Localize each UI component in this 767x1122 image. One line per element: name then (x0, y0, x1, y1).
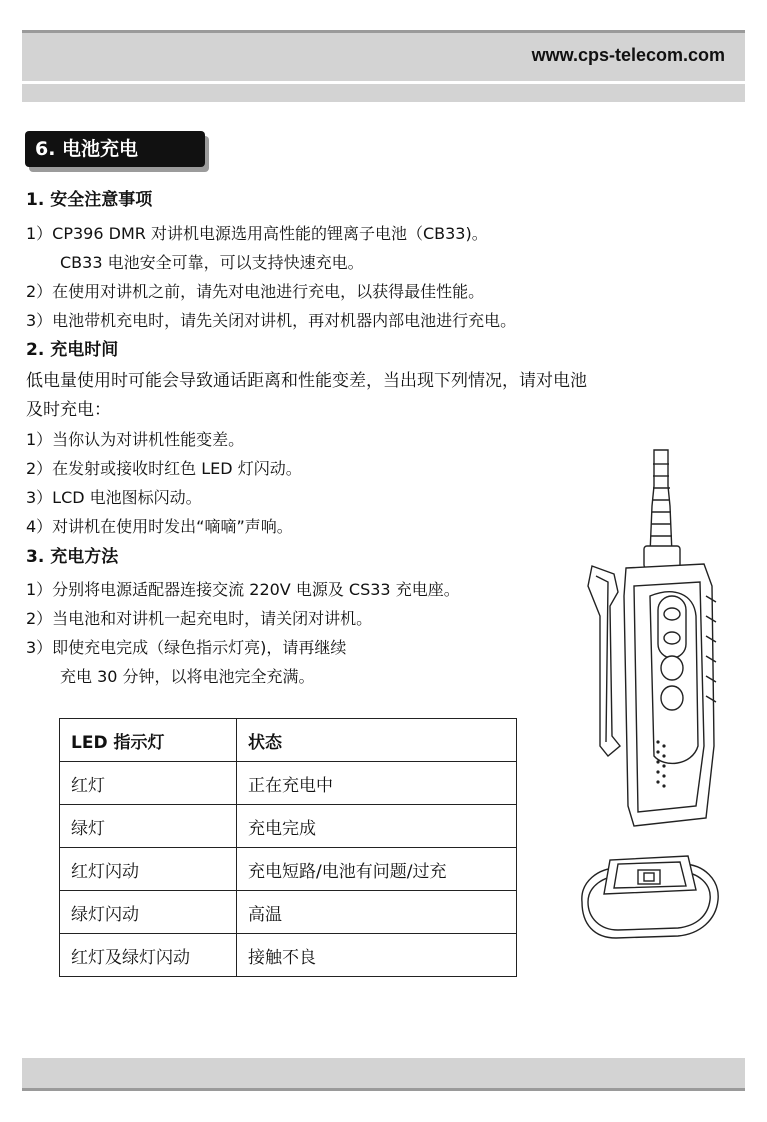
s2-heading: 2. 充电时间 (26, 340, 119, 360)
header-url[interactable]: www.cps-telecom.com (531, 45, 725, 65)
radio-illustration (574, 446, 724, 836)
table-cell-led: 红灯闪动 (60, 848, 237, 891)
table-row (60, 891, 517, 934)
s1-heading: 1. 安全注意事项 (26, 190, 153, 210)
table-cell-status: 正在充电中 (237, 762, 517, 805)
s3-heading: 3. 充电方法 (26, 547, 119, 567)
s3-item-1: 1）分别将电源适配器连接交流 220V 电源及 CS33 充电座。 (26, 580, 460, 599)
table-header-row (60, 719, 517, 762)
table-cell-status: 高温 (237, 891, 517, 934)
s3-item-3: 3）即使充电完成（绿色指示灯亮)，请再继续 (26, 638, 347, 657)
header-bar (22, 30, 745, 81)
s1-item-3: 3）电池带机充电时，请先关闭对讲机，再对机器内部电池进行充电。 (26, 311, 517, 330)
section-title: 6. 电池充电 (25, 131, 205, 167)
s1-item-2: 2）在使用对讲机之前，请先对电池进行充电，以获得最佳性能。 (26, 282, 485, 301)
s3-item-2: 2）当电池和对讲机一起充电时，请关闭对讲机。 (26, 609, 373, 628)
s3-item-3-cont: 充电 30 分钟，以将电池完全充满。 (60, 667, 315, 686)
s2-item-4: 4）对讲机在使用时发出“嘀嘀”声响。 (26, 517, 293, 536)
charger-illustration (574, 842, 724, 942)
table-cell-led: 红灯及绿灯闪动 (60, 934, 237, 977)
table-cell-status: 充电完成 (237, 805, 517, 848)
s2-item-3: 3）LCD 电池图标闪动。 (26, 488, 202, 507)
table-row (60, 805, 517, 848)
s1-item-1: 1）CP396 DMR 对讲机电源选用高性能的锂离子电池（CB33)。 (26, 224, 488, 243)
header-sub-bar (22, 84, 745, 102)
s2-intro-line-1: 低电量使用时可能会导致通话距离和性能变差，当出现下列情况，请对电池 (26, 371, 587, 391)
s1-item-1-cont: CB33 电池安全可靠，可以支持快速充电。 (60, 253, 364, 272)
table-cell-led: 红灯 (60, 762, 237, 805)
table-cell-led: 绿灯 (60, 805, 237, 848)
table-cell-status: 充电短路/电池有问题/过充 (237, 848, 517, 891)
table-cell-led: 绿灯闪动 (60, 891, 237, 934)
table-row (60, 762, 517, 805)
footer-bar (22, 1058, 745, 1091)
table-row (60, 848, 517, 891)
s2-intro-line-2: 及时充电： (26, 400, 111, 420)
table-row (60, 934, 517, 977)
s2-item-2: 2）在发射或接收时红色 LED 灯闪动。 (26, 459, 302, 478)
s2-item-1: 1）当你认为对讲机性能变差。 (26, 430, 245, 449)
led-status-table (59, 718, 517, 977)
table-header-status: 状态 (237, 719, 517, 762)
table-cell-status: 接触不良 (237, 934, 517, 977)
table-header-led: LED 指示灯 (60, 719, 237, 762)
